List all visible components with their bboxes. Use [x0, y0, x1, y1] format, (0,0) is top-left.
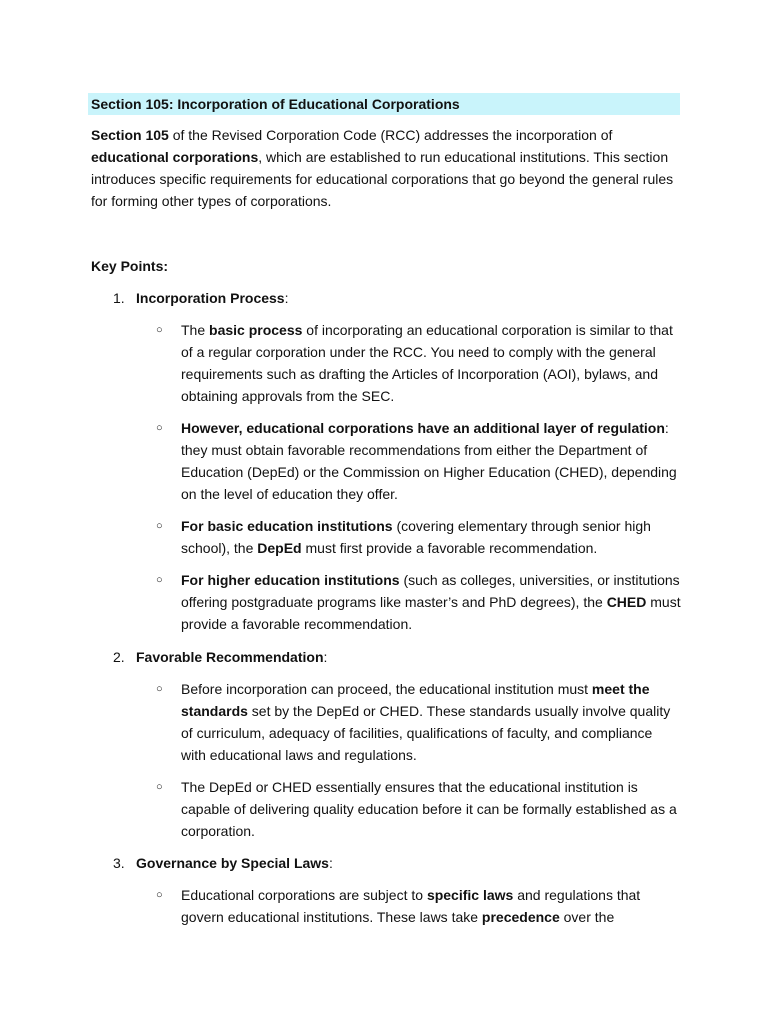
bullet-circle-icon: ○ [156, 683, 163, 695]
bullet-circle-icon: ○ [156, 324, 163, 336]
bullet-circle-icon: ○ [156, 520, 163, 532]
item-title: Governance by Special Laws [136, 855, 329, 871]
section-heading: Section 105: Incorporation of Educational Corporations [91, 96, 460, 112]
item-title: Favorable Recommendation [136, 649, 324, 665]
bullet-circle-icon: ○ [156, 422, 163, 434]
bullet-circle-icon: ○ [156, 574, 163, 586]
key-points-label: Key Points: [91, 258, 169, 274]
item-title: Incorporation Process [136, 290, 285, 306]
document-page: Section 105: Incorporation of Educational Corporations Section 105 of the Revised Corporation Code (RCC) addresses the incorporation of educational corporations, which are established to run educational institutions. This section introduces specific requirements for educational corporations that go beyond the general rules for forming other types of corporations. Key Points: 1. Incorporation Process: ○ The basic process of incorporating an educational corporation is similar to that of a regular corporation under the RCC. You need to comply with the general requirements such as drafting the Articles of Incorporation (AOI), bylaws, and obtaining approvals from the SEC. ○ However, educational corporations have an additional layer of regulation: they must obtain favorable recommendations from either the Department of Education (DepEd) or the Commission on Higher Education (CHED), depending on the level of education they offer. ○ For basic education institutions (covering elementary through senior high school), the DepEd must first provide a favorable recommendation. ○ For higher education institutions (such as colleges, universities, or institutions offering postgraduate programs like master’s and PhD degrees), the CHED must provide a favorable recommendation. 2. Favorable Recommendation: ○ Before incorporation can proceed, the educational institution must meet the standards set by the DepEd or CHED. These standards usually involve quality of curriculum, adequacy of facilities, qualifications of faculty, and compliance with educational laws and regulations. ○ The DepEd or CHED essentially ensures that the educational institution is capable of delivering quality education before it can be formally established as a corporation. 3. Governance by Special Laws: ○ Educational corporations are subject to specific laws and regulations that govern educational institutions. These laws take precedence over the [0, 0, 768, 1024]
bullet-circle-icon: ○ [156, 889, 163, 901]
bullet-circle-icon: ○ [156, 781, 163, 793]
intro-paragraph: Section 105 of the Revised Corporation Code (RCC) addresses the incorporation of educational corporations, which are established to run educational institutions. This section introduces specific requirements for educational corporations that go beyond the general rules for forming other types of corporations. [91, 127, 674, 209]
